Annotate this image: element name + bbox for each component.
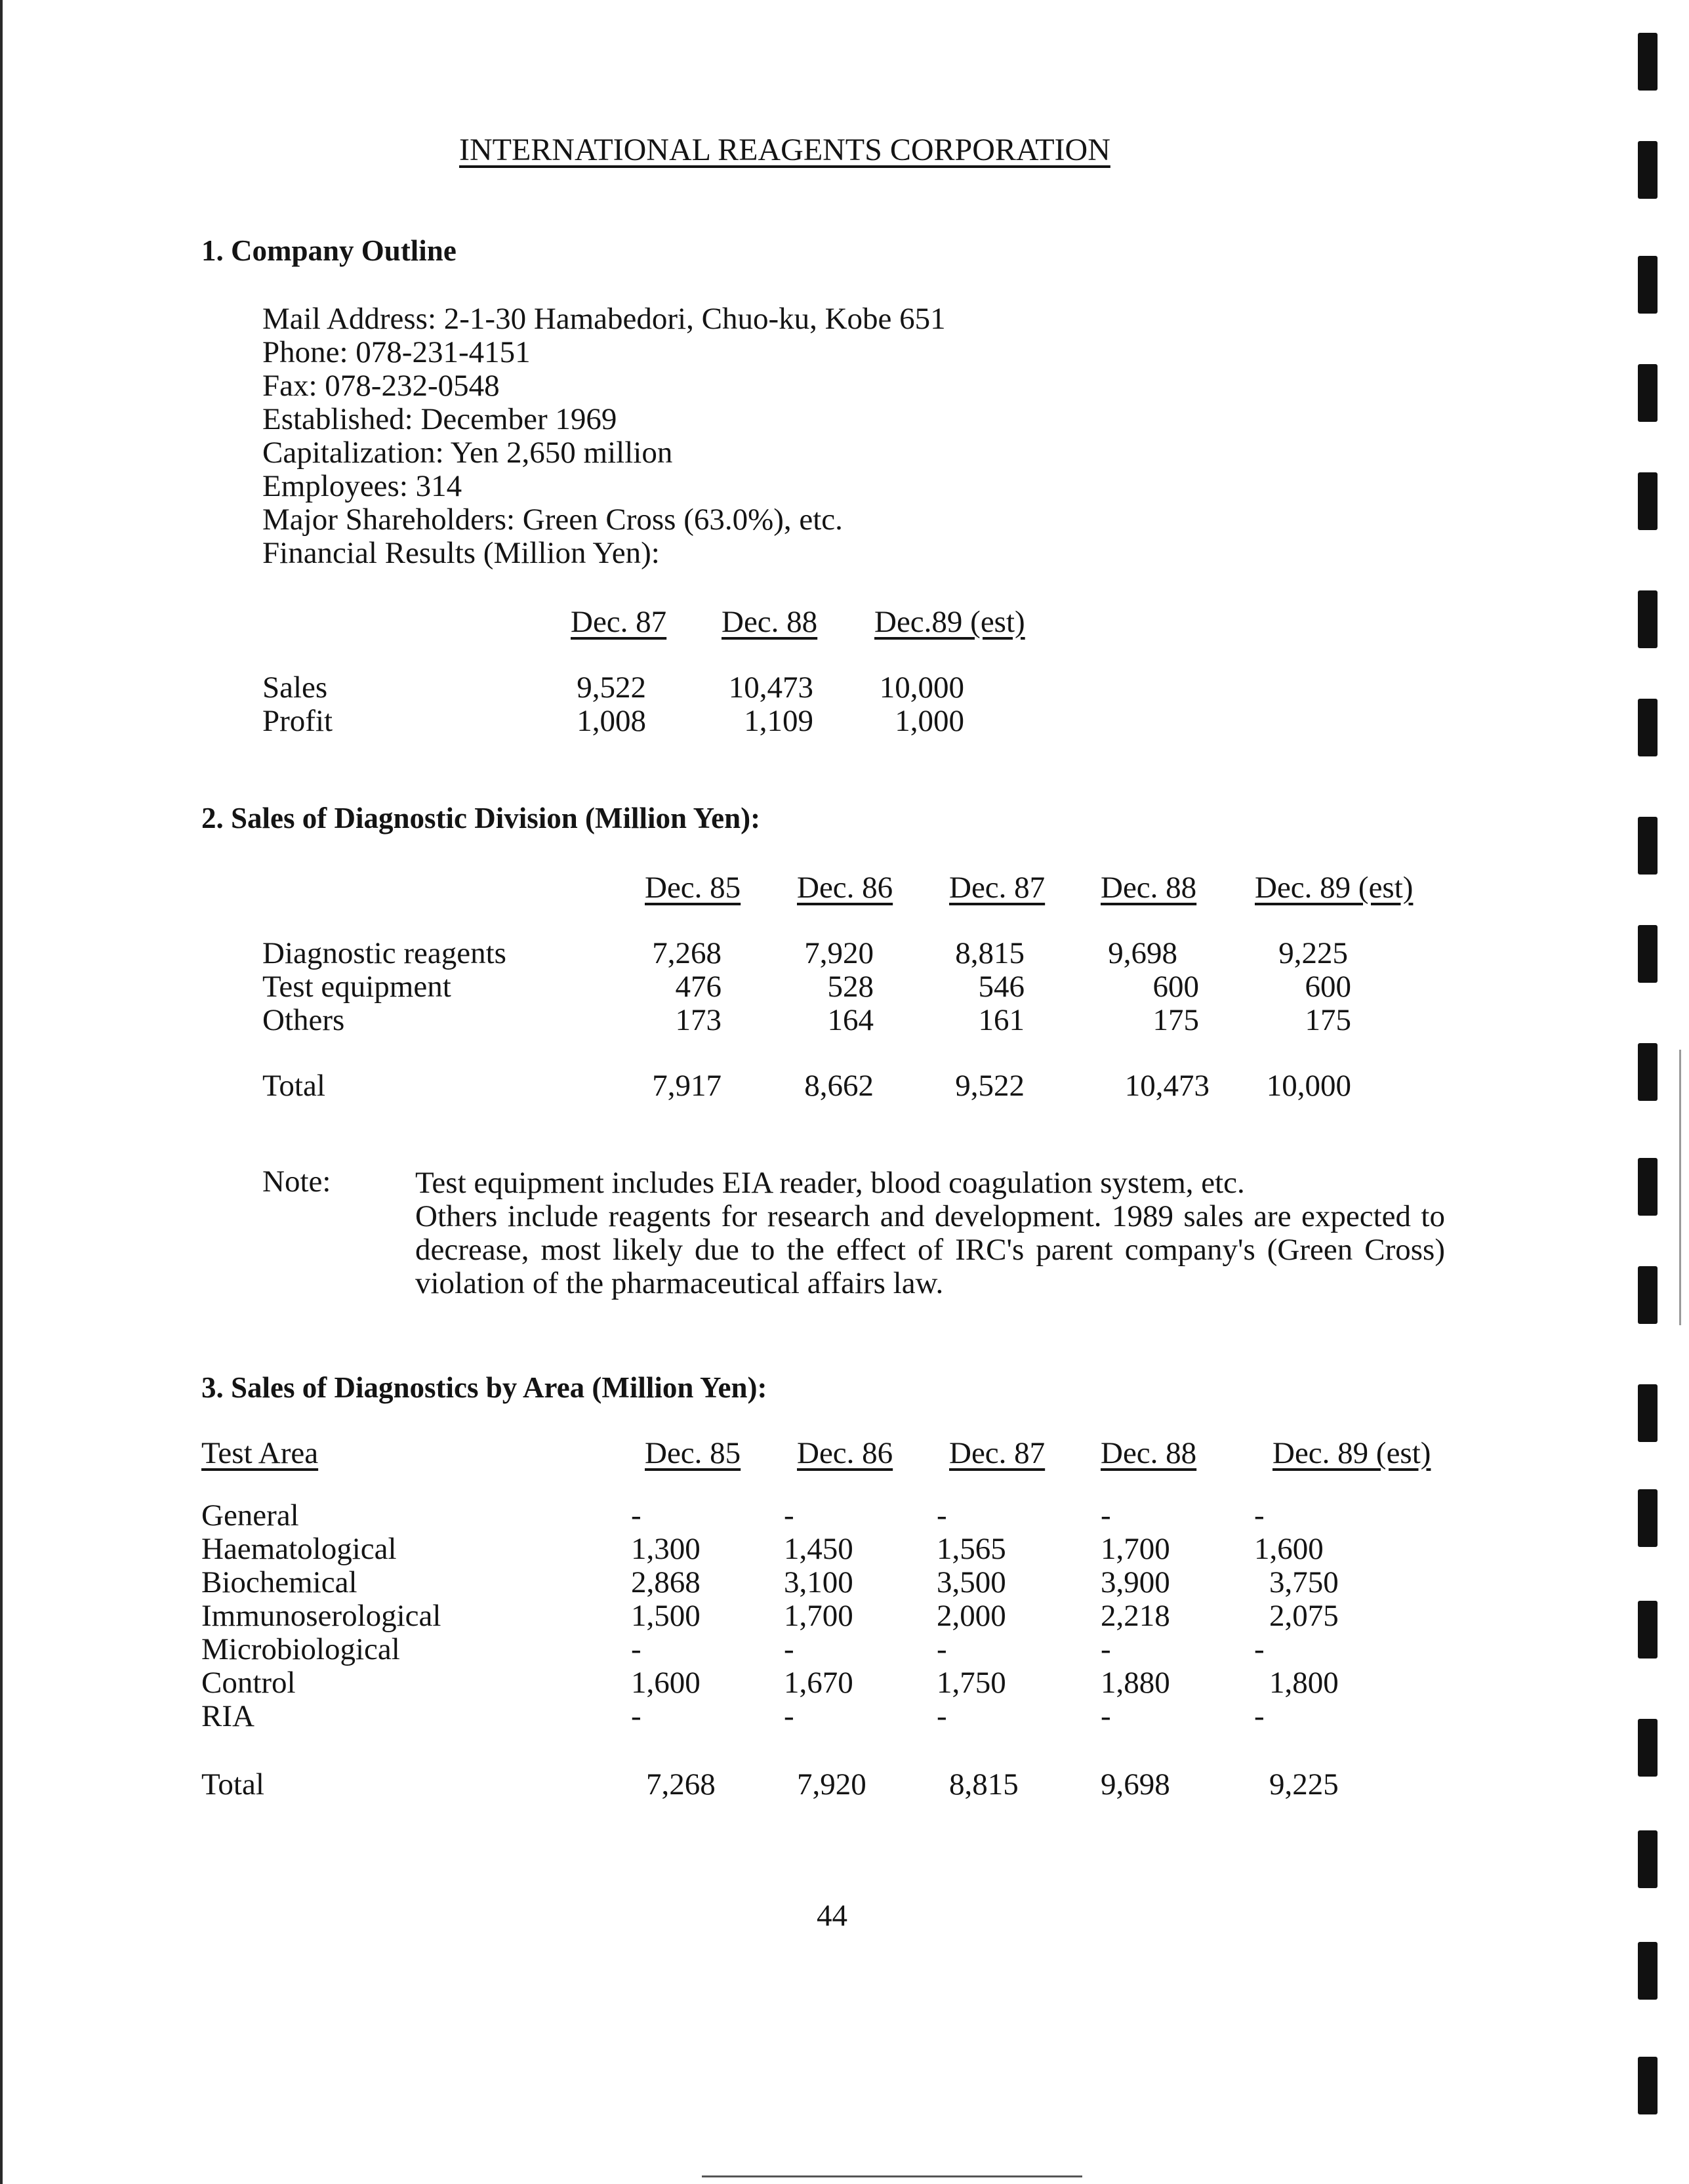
table-cell: 8,815 <box>949 1767 1019 1802</box>
table-cell: 9,225 <box>1278 936 1348 970</box>
table-cell: 2,218 <box>1101 1599 1170 1633</box>
margin-tick <box>1638 1719 1658 1777</box>
table-cell: 9,698 <box>1108 936 1177 970</box>
section-1-heading: 1. Company Outline <box>201 234 457 267</box>
table-cell: 8,815 <box>955 936 1025 970</box>
table-cell: - <box>784 1632 794 1666</box>
table-cell: 528 <box>827 970 874 1004</box>
table-cell: 9,698 <box>1101 1767 1170 1802</box>
table-cell: 3,750 <box>1269 1565 1339 1599</box>
scan-edge-line <box>1679 1050 1681 1325</box>
division-header: Dec. 88 <box>1101 871 1197 905</box>
fax: Fax: 078-232-0548 <box>262 369 500 403</box>
table-cell: - <box>1254 1699 1265 1733</box>
row-label: Sales <box>262 670 328 705</box>
table-cell: 600 <box>1152 970 1199 1004</box>
margin-tick <box>1638 1384 1658 1442</box>
margin-tick <box>1638 1830 1658 1888</box>
table-cell: 2,075 <box>1269 1599 1339 1633</box>
table-cell: 7,920 <box>804 936 874 970</box>
row-label: RIA <box>201 1699 254 1733</box>
table-cell: - <box>1254 1498 1265 1533</box>
table-cell: 7,917 <box>652 1069 722 1103</box>
table-cell: 3,500 <box>937 1565 1006 1599</box>
table-cell: 1,600 <box>631 1666 701 1700</box>
table-cell: - <box>784 1498 794 1533</box>
table-cell: - <box>1101 1699 1111 1733</box>
margin-tick <box>1638 699 1658 756</box>
table-cell: 476 <box>675 970 722 1004</box>
table-cell: 1,750 <box>937 1666 1006 1700</box>
financial-results-label: Financial Results (Million Yen): <box>262 536 660 570</box>
division-header: Dec. 86 <box>797 871 893 905</box>
table-cell: 1,880 <box>1101 1666 1170 1700</box>
margin-tick <box>1638 1942 1658 2000</box>
table-cell: 175 <box>1305 1003 1351 1037</box>
table-cell: 10,000 <box>879 670 964 705</box>
row-label: Diagnostic reagents <box>262 936 506 970</box>
table-cell: 3,900 <box>1101 1565 1170 1599</box>
mail-address: Mail Address: 2-1-30 Hamabedori, Chuo-ku, Kobe 651 <box>262 302 946 336</box>
phone: Phone: 078-231-4151 <box>262 335 531 369</box>
established: Established: December 1969 <box>262 402 617 436</box>
note-paragraph: Others include reagents for research and development. 1989 sales are expected to decrease, most likely due to the effect of IRC's parent company's (Green Cross) violation of the pharmaceutical affairs law. <box>415 1199 1445 1300</box>
margin-tick <box>1638 590 1658 648</box>
row-label: Biochemical <box>201 1565 357 1599</box>
division-header: Dec. 85 <box>645 871 741 905</box>
table-cell: 1,000 <box>895 704 964 738</box>
row-label: Others <box>262 1003 345 1037</box>
row-label: Control <box>201 1666 296 1700</box>
margin-tick <box>1638 1489 1658 1547</box>
page-number: 44 <box>817 1899 847 1933</box>
table-cell: 9,522 <box>577 670 646 705</box>
margin-tick <box>1638 1601 1658 1659</box>
margin-tick <box>1638 1158 1658 1216</box>
table-cell: 2,000 <box>937 1599 1006 1633</box>
area-header: Dec. 86 <box>797 1436 893 1470</box>
table-cell: 1,670 <box>784 1666 853 1700</box>
division-header: Dec. 89 (est) <box>1255 871 1414 905</box>
table-cell: 9,522 <box>955 1069 1025 1103</box>
table-cell: 1,800 <box>1269 1666 1339 1700</box>
table-cell: 1,450 <box>784 1532 853 1566</box>
section-2-heading: 2. Sales of Diagnostic Division (Million Yen): <box>201 802 761 834</box>
table-cell: - <box>631 1699 641 1733</box>
table-cell: - <box>1254 1632 1265 1666</box>
table-cell: 1,300 <box>631 1532 701 1566</box>
row-label: Immunoserological <box>201 1599 441 1633</box>
table-cell: - <box>631 1498 641 1533</box>
margin-tick <box>1638 364 1658 422</box>
table-cell: 164 <box>827 1003 874 1037</box>
margin-tick <box>1638 1043 1658 1101</box>
table-cell: 1,700 <box>784 1599 853 1633</box>
table-cell: 600 <box>1305 970 1351 1004</box>
table-cell: 8,662 <box>804 1069 874 1103</box>
table-cell: 7,268 <box>646 1767 716 1802</box>
table-cell: 10,473 <box>1124 1069 1210 1103</box>
capitalization: Capitalization: Yen 2,650 million <box>262 436 673 470</box>
bottom-rule <box>702 2175 1082 2177</box>
table-cell: 173 <box>675 1003 722 1037</box>
table-cell: 1,008 <box>577 704 646 738</box>
table-cell: - <box>937 1632 947 1666</box>
table-cell: 10,000 <box>1266 1069 1351 1103</box>
table-cell: 2,868 <box>631 1565 701 1599</box>
table-cell: 7,268 <box>652 936 722 970</box>
table-cell: 161 <box>978 1003 1025 1037</box>
note-text <box>415 1166 1445 1300</box>
margin-tick <box>1638 141 1658 199</box>
total-label: Total <box>201 1767 264 1802</box>
area-header: Dec. 87 <box>949 1436 1046 1470</box>
margin-tick <box>1638 256 1658 314</box>
table-cell: - <box>1101 1498 1111 1533</box>
fin-header: Dec. 87 <box>571 605 667 639</box>
table-cell: 175 <box>1152 1003 1199 1037</box>
row-label: Profit <box>262 704 333 738</box>
page-edge <box>0 0 3 2184</box>
margin-tick <box>1638 472 1658 530</box>
table-cell: 1,109 <box>744 704 813 738</box>
margin-tick <box>1638 2057 1658 2114</box>
table-cell: 1,565 <box>937 1532 1006 1566</box>
margin-tick <box>1638 817 1658 875</box>
section-3-heading: 3. Sales of Diagnostics by Area (Million Yen): <box>201 1371 767 1404</box>
fin-header: Dec.89 (est) <box>874 605 1025 639</box>
division-header: Dec. 87 <box>949 871 1046 905</box>
table-cell: - <box>631 1632 641 1666</box>
table-cell: - <box>784 1699 794 1733</box>
row-label: Test equipment <box>262 970 451 1004</box>
table-cell: - <box>937 1699 947 1733</box>
employees: Employees: 314 <box>262 469 462 503</box>
table-cell: 10,473 <box>728 670 813 705</box>
table-cell: 1,700 <box>1101 1532 1170 1566</box>
fin-header: Dec. 88 <box>722 605 818 639</box>
major-shareholders: Major Shareholders: Green Cross (63.0%), etc. <box>262 503 843 537</box>
table-cell: 1,500 <box>631 1599 701 1633</box>
row-label: Microbiological <box>201 1632 400 1666</box>
table-cell: 9,225 <box>1269 1767 1339 1802</box>
area-header: Dec. 85 <box>645 1436 741 1470</box>
total-label: Total <box>262 1069 325 1103</box>
row-label: General <box>201 1498 299 1533</box>
row-label: Haematological <box>201 1532 397 1566</box>
note-paragraph: Test equipment includes EIA reader, blood coagulation system, etc. <box>415 1166 1245 1200</box>
margin-tick <box>1638 33 1658 91</box>
page-title: INTERNATIONAL REAGENTS CORPORATION <box>459 133 1110 167</box>
table-cell: 3,100 <box>784 1565 853 1599</box>
table-cell: 1,600 <box>1254 1532 1324 1566</box>
area-header: Dec. 88 <box>1101 1436 1197 1470</box>
note-label: Note: <box>262 1164 331 1199</box>
table-cell: - <box>937 1498 947 1533</box>
table-cell: 546 <box>978 970 1025 1004</box>
table-cell: - <box>1101 1632 1111 1666</box>
margin-tick <box>1638 925 1658 983</box>
test-area-header: Test Area <box>201 1436 319 1470</box>
table-cell: 7,920 <box>797 1767 866 1802</box>
margin-tick <box>1638 1266 1658 1324</box>
area-header: Dec. 89 (est) <box>1272 1436 1431 1470</box>
